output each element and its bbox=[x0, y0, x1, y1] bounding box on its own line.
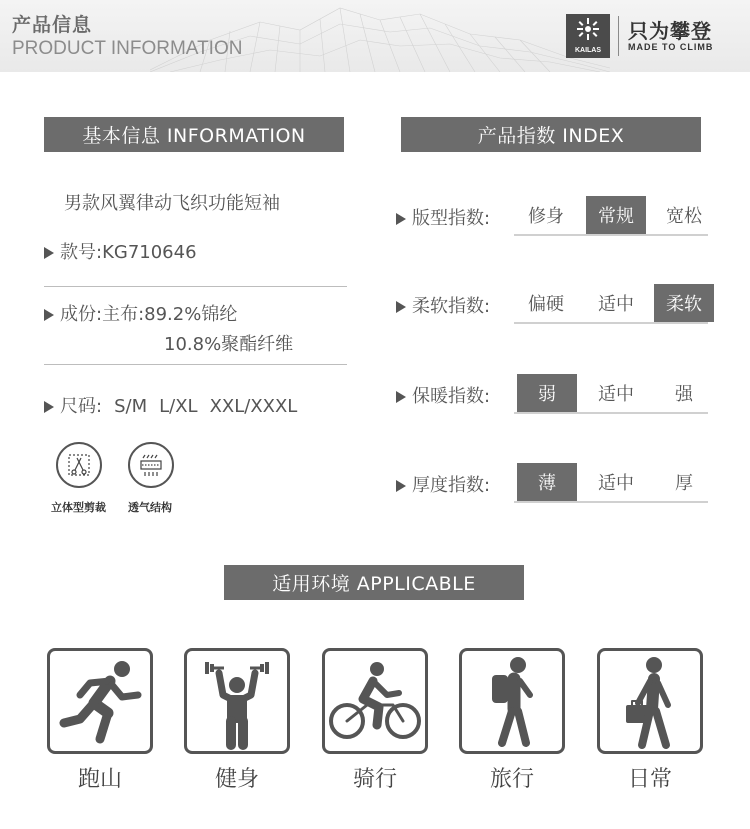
index-row-warmth bbox=[396, 374, 712, 414]
daily-walk-icon bbox=[600, 651, 700, 751]
index-option-active: 柔软 bbox=[654, 284, 714, 322]
applicable-label: 旅行 bbox=[489, 767, 534, 792]
divider bbox=[44, 286, 347, 287]
model-value: KG710646 bbox=[102, 242, 197, 263]
index-option-active: 薄 bbox=[517, 463, 577, 501]
size-option: S/M bbox=[114, 396, 148, 417]
index-option-active: 常规 bbox=[586, 196, 646, 234]
index-option: 修身 bbox=[528, 206, 564, 227]
index-option: 强 bbox=[675, 384, 693, 405]
arrow-right-icon bbox=[396, 213, 406, 225]
arrow-right-icon bbox=[396, 391, 406, 403]
index-row-thickness bbox=[396, 463, 712, 503]
index-underline bbox=[514, 322, 708, 324]
logo-divider bbox=[618, 16, 619, 56]
index-title: 产品指数 INDEX bbox=[401, 117, 701, 152]
size-option: L/XL bbox=[159, 396, 198, 417]
brand-name: KAILAS bbox=[574, 47, 602, 54]
applicable-cycling bbox=[322, 648, 428, 754]
composition-line bbox=[44, 300, 237, 326]
composition-secondary: 10.8%聚酯纤维 bbox=[164, 334, 294, 355]
breathable-icon bbox=[130, 444, 172, 486]
index-underline bbox=[514, 412, 708, 414]
arrow-right-icon bbox=[44, 309, 54, 321]
feature-label: 立体型剪裁 bbox=[51, 501, 106, 514]
index-option: 适中 bbox=[598, 384, 634, 405]
applicable-hiking bbox=[459, 648, 565, 754]
feature-label: 透气结构 bbox=[128, 501, 172, 514]
running-icon bbox=[50, 651, 150, 751]
applicable-label: 骑行 bbox=[352, 767, 397, 792]
slogan-cn: 只为攀登 bbox=[628, 19, 712, 43]
product-name: 男款风翼律动飞织功能短袖 bbox=[64, 193, 280, 214]
feature-breathable bbox=[128, 442, 174, 488]
applicable-fitness bbox=[184, 648, 290, 754]
basic-info-title: 基本信息 INFORMATION bbox=[44, 117, 344, 152]
size-label: 尺码: bbox=[60, 396, 103, 417]
header-title-cn: 产品信息 bbox=[12, 14, 93, 36]
index-underline bbox=[514, 501, 708, 503]
index-option: 宽松 bbox=[666, 206, 702, 227]
fitness-icon bbox=[187, 651, 287, 751]
arrow-right-icon bbox=[396, 301, 406, 313]
index-option: 偏硬 bbox=[528, 294, 564, 315]
size-option: XXL/XXXL bbox=[209, 396, 298, 417]
mountain-mesh-decoration bbox=[150, 0, 610, 72]
composition-main: 主布:89.2%锦纶 bbox=[102, 304, 238, 325]
divider bbox=[44, 364, 347, 365]
applicable-label: 健身 bbox=[214, 767, 259, 792]
arrow-right-icon bbox=[396, 480, 406, 492]
index-row-softness bbox=[396, 284, 712, 324]
index-option-active: 弱 bbox=[517, 374, 577, 412]
scissors-icon bbox=[58, 444, 100, 486]
arrow-right-icon bbox=[44, 401, 54, 413]
sun-logo-icon bbox=[566, 14, 610, 46]
applicable-title: 适用环境 APPLICABLE bbox=[224, 565, 524, 600]
model-line bbox=[44, 238, 197, 264]
index-option: 适中 bbox=[598, 294, 634, 315]
index-option: 厚 bbox=[675, 473, 693, 494]
header-banner bbox=[0, 0, 750, 72]
header-title-en: PRODUCT INFORMATION bbox=[12, 38, 243, 59]
slogan-en: MADE TO CLIMB bbox=[628, 42, 714, 52]
model-label: 款号: bbox=[60, 242, 103, 263]
feature-tailoring bbox=[56, 442, 102, 488]
index-label: 版型指数: bbox=[396, 204, 490, 230]
kailas-logo bbox=[566, 14, 610, 58]
index-option: 适中 bbox=[598, 473, 634, 494]
arrow-right-icon bbox=[44, 247, 54, 259]
index-label: 厚度指数: bbox=[396, 471, 490, 497]
composition-label: 成份: bbox=[60, 304, 103, 325]
index-label: 柔软指数: bbox=[396, 292, 490, 318]
index-label: 保暖指数: bbox=[396, 382, 490, 408]
applicable-daily bbox=[597, 648, 703, 754]
index-row-fit bbox=[396, 196, 712, 236]
applicable-label: 日常 bbox=[627, 767, 672, 792]
cycling-icon bbox=[325, 651, 425, 751]
size-line bbox=[44, 392, 297, 418]
hiking-icon bbox=[462, 651, 562, 751]
index-underline bbox=[514, 234, 708, 236]
applicable-running bbox=[47, 648, 153, 754]
applicable-label: 跑山 bbox=[77, 767, 122, 792]
